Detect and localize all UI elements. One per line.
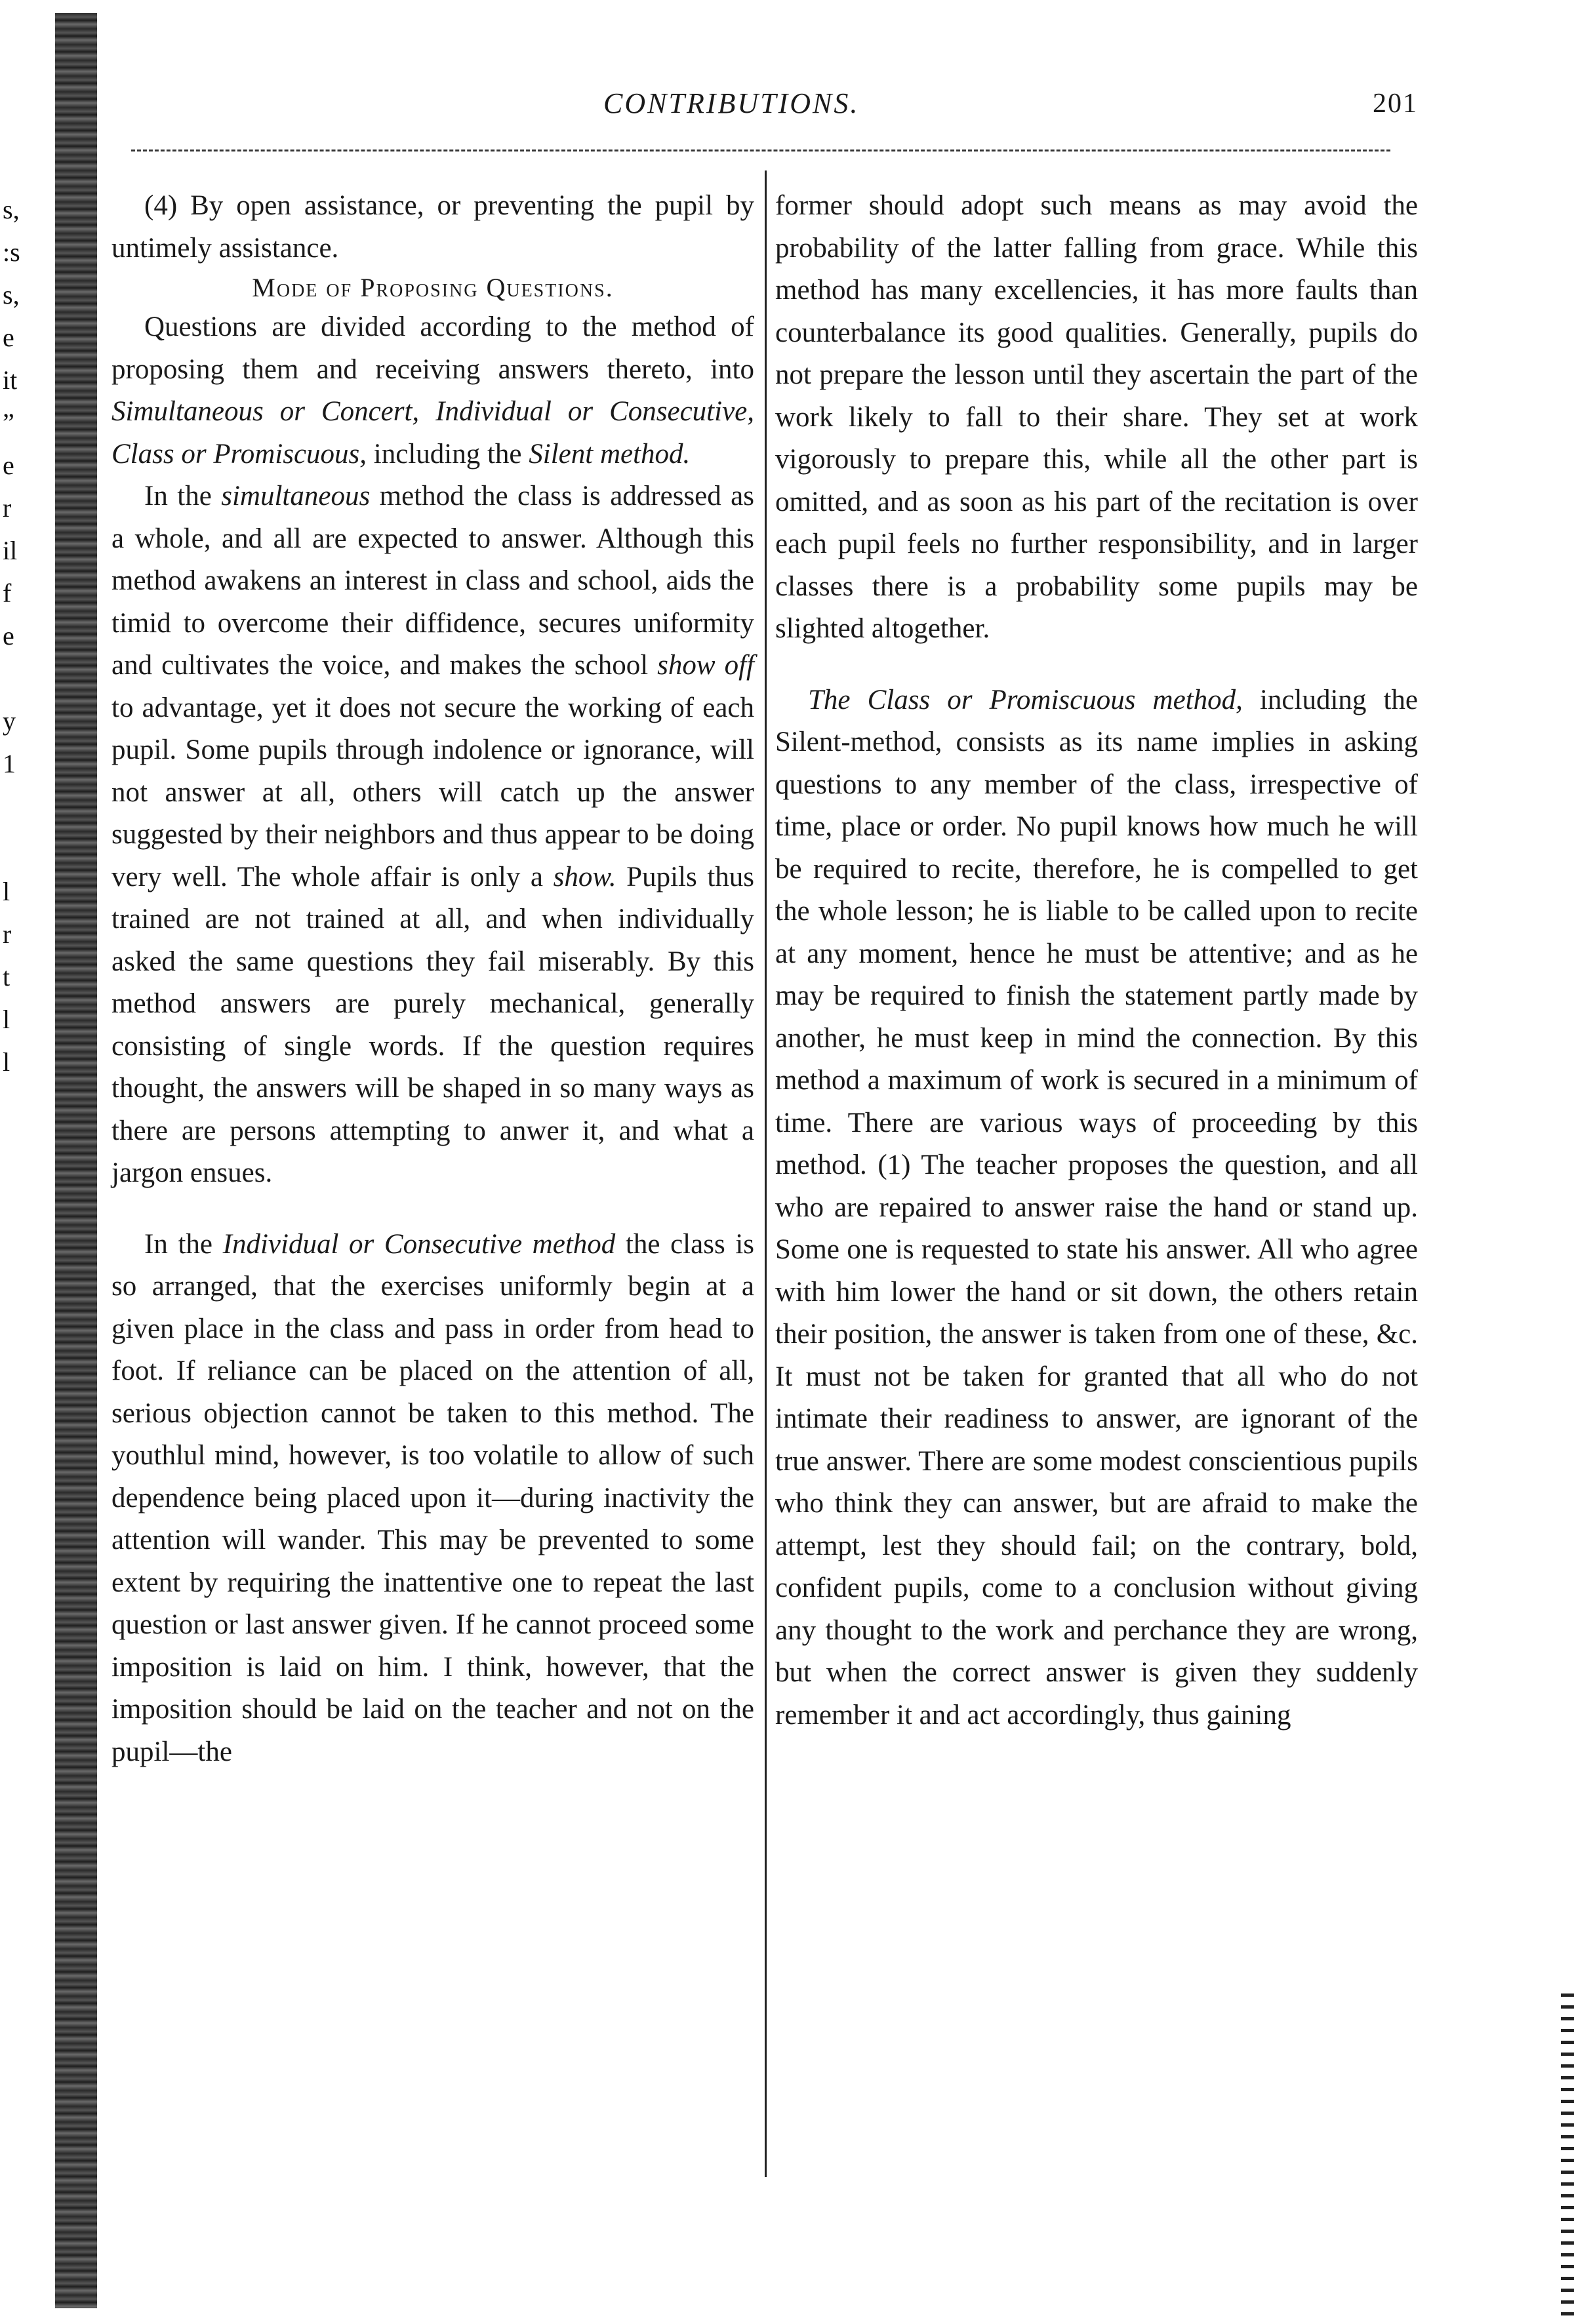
bleed-letter: :s [3, 237, 20, 267]
bleed-letter: r [3, 493, 12, 523]
paragraph: In the simultaneous method the class is addressed as a whole, and all are expected to answer. Although this method awakens an interest in class and school, aids the timid to overcome their diffidence, secures uniformity and cultivates the voice, and makes the school show off to advantage, yet it does not secure the working of each pupil. Some pupils through indolence or ignorance, will not answer at all, others will catch up the answer suggested by their neighbors and thus appear to be doing very well. The whole affair is only a show. Pupils thus trained are not trained at all, and when individually asked the same questions they fail miserably. By this method answers are purely mechanical, generally consisting of single words. If the question requires thought, the answers will be shaped in so many ways as there are persons attempting to anwer it, and what a jargon ensues. [111, 481, 755, 1188]
bleed-letter: ” [3, 408, 14, 437]
paragraph: In the Individual or Consecutive method the class is so arranged, that the exercises uniformly begin at a given place in the class and pass in order from head to foot. If reliance can be placed on the attention of all, serious objection cannot be taken to this method. The youthlul mind, however, is too volatile to allow of such dependence being placed upon it—during inactivity the attention will wander. This may be prevented to some extent by requiring the inattentive one to repeat the last question or last answer given. If he cannot proceed some imposition is laid on him. I think, however, that the imposition should be laid on the teacher and not on the pupil—the [111, 1228, 754, 1767]
running-header [105, 87, 1417, 132]
bleed-letter: e [3, 621, 14, 651]
bleed-letter: f [3, 578, 12, 608]
bleed-letter: l [3, 877, 10, 906]
header-rule [131, 150, 1390, 151]
bleed-letter: e [3, 323, 14, 352]
paragraph: The Class or Promiscuous method, including the Silent-method, consists as its name implies in asking questions to any member of the class, irrespective of time, place or order. No pupil knows how much he will be required to recite, therefore, he is compelled to get the whole lesson; he is liable to be called upon to recite at any moment, hence he must be attentive; and as he may be required to finish the statement partly made by another, he must keep in mind the connection. By this method a maximum of work is secured in a minimum of time. There are various ways of proceeding by this method. (1) The teacher proposes the question, and all who are repaired to answer raise the hand or stand up. Some one is requested to state his answer. All who agree with him lower the hand or sit down, the others retain their position, the answer is taken from one of these, &c. It must not be taken for granted that all who do not intimate their readiness to answer, are ignorant of the true answer. There are some modest conscientious pupils who think they can answer, but are afraid to make the attempt, lest they should fail; on the contrary, bold, confident pupils, come to a conclusion without giving any thought to the work and perchance they are wrong, but when the correct answer is given they suddenly remember it and act accordingly, thus gaining [775, 684, 1418, 1731]
page-number: 201 [1373, 89, 1418, 119]
paragraph: (4) By open assistance, or preventing the pupil by untimely assistance. [111, 190, 754, 264]
paragraph: former should adopt such means as may avoid the probability of the latter falling from grace. While this method has many excellencies, it has more faults than counterbalance its good qualities. Generally, pupils do not prepare the lesson until they ascertain the part of the work likely to fall to their share. They set at work vigorously to prepare this, while all the other part is omitted, and as soon as his part of the recitation is over each pupil feels no further responsibility, and in larger classes there is a probability some pupils may be slighted altogether. [775, 190, 1418, 644]
column-divider [765, 170, 767, 2177]
bleed-letter: 1 [3, 749, 16, 778]
section-heading: Mode of Proposing Questions. [252, 273, 614, 302]
bleed-letter: it [3, 365, 18, 395]
book-binding-gutter [55, 13, 97, 2308]
page-edge-marks [1561, 1993, 1574, 2321]
bleed-letter: r [3, 919, 12, 949]
bleed-letter: il [3, 536, 18, 565]
paragraph: Questions are divided according to the method of proposing them and receiving answers thereto, into Simultaneous or Concert, Individual or Consecutive, Class or Promiscuous, including the Silent method. [111, 311, 754, 470]
bleed-letter: s, [3, 195, 20, 224]
bleed-letter: l [3, 1047, 10, 1077]
adjacent-page-bleed [0, 0, 39, 2324]
bleed-letter: s, [3, 280, 20, 310]
left-column [111, 185, 754, 1773]
right-column [775, 185, 1418, 1736]
running-title: CONTRIBUTIONS. [603, 87, 860, 119]
bleed-letter: t [3, 962, 10, 992]
bleed-letter: l [3, 1005, 10, 1034]
bleed-letter: e [3, 451, 14, 480]
bleed-letter: y [3, 706, 16, 736]
